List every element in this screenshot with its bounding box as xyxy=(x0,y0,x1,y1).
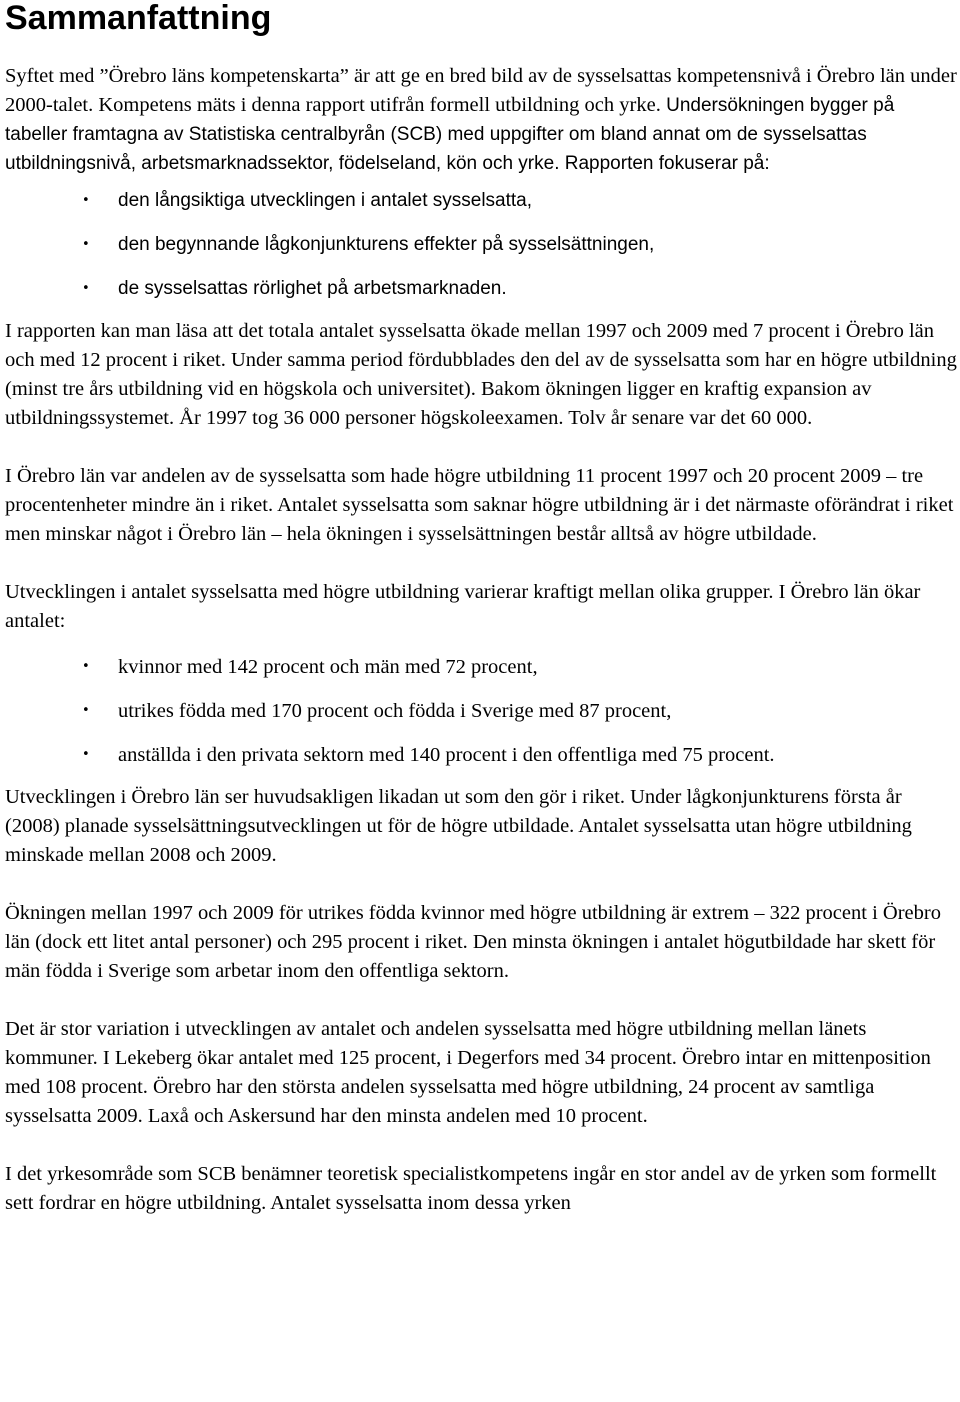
bullet-icon: • xyxy=(82,193,90,208)
body-paragraph: I rapporten kan man läsa att det totala antalet sysselsatta ökade mellan 1997 och 2009 med 7 procent i Örebro län och med 12 procent i riket. Under samma period fördubblades den del av de sysselsatta som har en högre utbildning (minst tre års utbildning vid en högskola och universitet). Bakom ökningen ligger en kraftig expansion av utbildningssystemet. År 1997 tog 36 000 personer högskoleexamen. Tolv år senare var det 60 000. xyxy=(5,320,957,429)
body-paragraph: Utvecklingen i antalet sysselsatta med högre utbildning varierar kraftigt mellan olika grupper. I Örebro län ökar antalet: xyxy=(5,581,921,632)
list-item-text: den begynnande lågkonjunkturens effekter på sysselsättningen, xyxy=(118,234,655,255)
intro-paragraph xyxy=(5,62,957,178)
bullet-icon: • xyxy=(82,703,90,718)
list-item-text: de sysselsattas rörlighet på arbetsmarknaden. xyxy=(118,278,507,299)
list-item xyxy=(5,187,957,231)
list-item-text: anställda i den privata sektorn med 140 procent i den offentliga med 75 procent. xyxy=(118,744,775,766)
list-item xyxy=(5,653,957,697)
body-paragraph: I Örebro län var andelen av de sysselsatta som hade högre utbildning 11 procent 1997 och 20 procent 2009 – tre procentenheter mindre än i riket. Antalet sysselsatta som saknar högre utbildning är i det närmaste oförändrat i riket men minskar något i Örebro län – hela ökningen i sysselsättningen består alltså av högre utbildade. xyxy=(5,465,954,545)
bullet-icon: • xyxy=(82,237,90,252)
intro-text-serif: Syftet med ”Örebro läns kompetenskarta” är att ge en bred bild av de sysselsattas kompetensnivå i Örebro län under 2000-talet. Kompetens mäts i denna rapport utifrån formell utbildning och yrke. xyxy=(5,65,957,116)
page-title: Sammanfattning xyxy=(5,0,272,37)
bullet-icon: • xyxy=(82,659,90,674)
list-item xyxy=(5,231,957,275)
body-paragraph: Ökningen mellan 1997 och 2009 för utrikes födda kvinnor med högre utbildning är extrem – 322 procent i Örebro län (dock ett litet antal personer) och 295 procent i riket. Den minsta ökningen i antalet högutbildade har skett för män födda i Sverige som arbetar inom den offentliga sektorn. xyxy=(5,902,941,982)
increase-list xyxy=(5,653,957,781)
list-item-text: den långsiktiga utvecklingen i antalet sysselsatta, xyxy=(118,190,533,211)
list-item-text: kvinnor med 142 procent och män med 72 procent, xyxy=(118,656,538,678)
list-item xyxy=(5,697,957,741)
body-paragraph: Det är stor variation i utvecklingen av antalet och andelen sysselsatta med högre utbildning mellan länets kommuner. I Lekeberg ökar antalet med 125 procent, i Degerfors med 34 procent. Örebro intar en mittenposition med 108 procent. Örebro har den största andelen sysselsatta med högre utbildning, 24 procent av samtliga sysselsatta 2009. Laxå och Askersund har den minsta andelen med 10 procent. xyxy=(5,1018,931,1127)
list-item xyxy=(5,741,957,781)
body-paragraph: Utvecklingen i Örebro län ser huvudsakligen likadan ut som den gör i riket. Under lågkonjunkturens första år (2008) planade sysselsättningsutvecklingen ut för de högre utbildade. Antalet sysselsatta utan högre utbildning minskade mellan 2008 och 2009. xyxy=(5,786,912,866)
bullet-icon: • xyxy=(82,747,90,762)
intro-text-sans: Undersökningen bygger på tabeller framtagna av Statistiska centralbyrån (SCB) med uppgifter om bland annat om de sysselsattas utbildningsnivå, arbetsmarknadssektor, födelseland, kön och yrke. Rapporten fokuserar på: xyxy=(5,95,895,174)
bullet-icon: • xyxy=(82,281,90,296)
list-item-text: utrikes födda med 170 procent och födda i Sverige med 87 procent, xyxy=(118,700,672,722)
body-paragraph: I det yrkesområde som SCB benämner teoretisk specialistkompetens ingår en stor andel av de yrken som formellt sett fordrar en högre utbildning. Antalet sysselsatta inom dessa yrken xyxy=(5,1163,937,1214)
list-item xyxy=(5,275,957,312)
document-page xyxy=(5,0,957,1218)
focus-list xyxy=(5,187,957,312)
